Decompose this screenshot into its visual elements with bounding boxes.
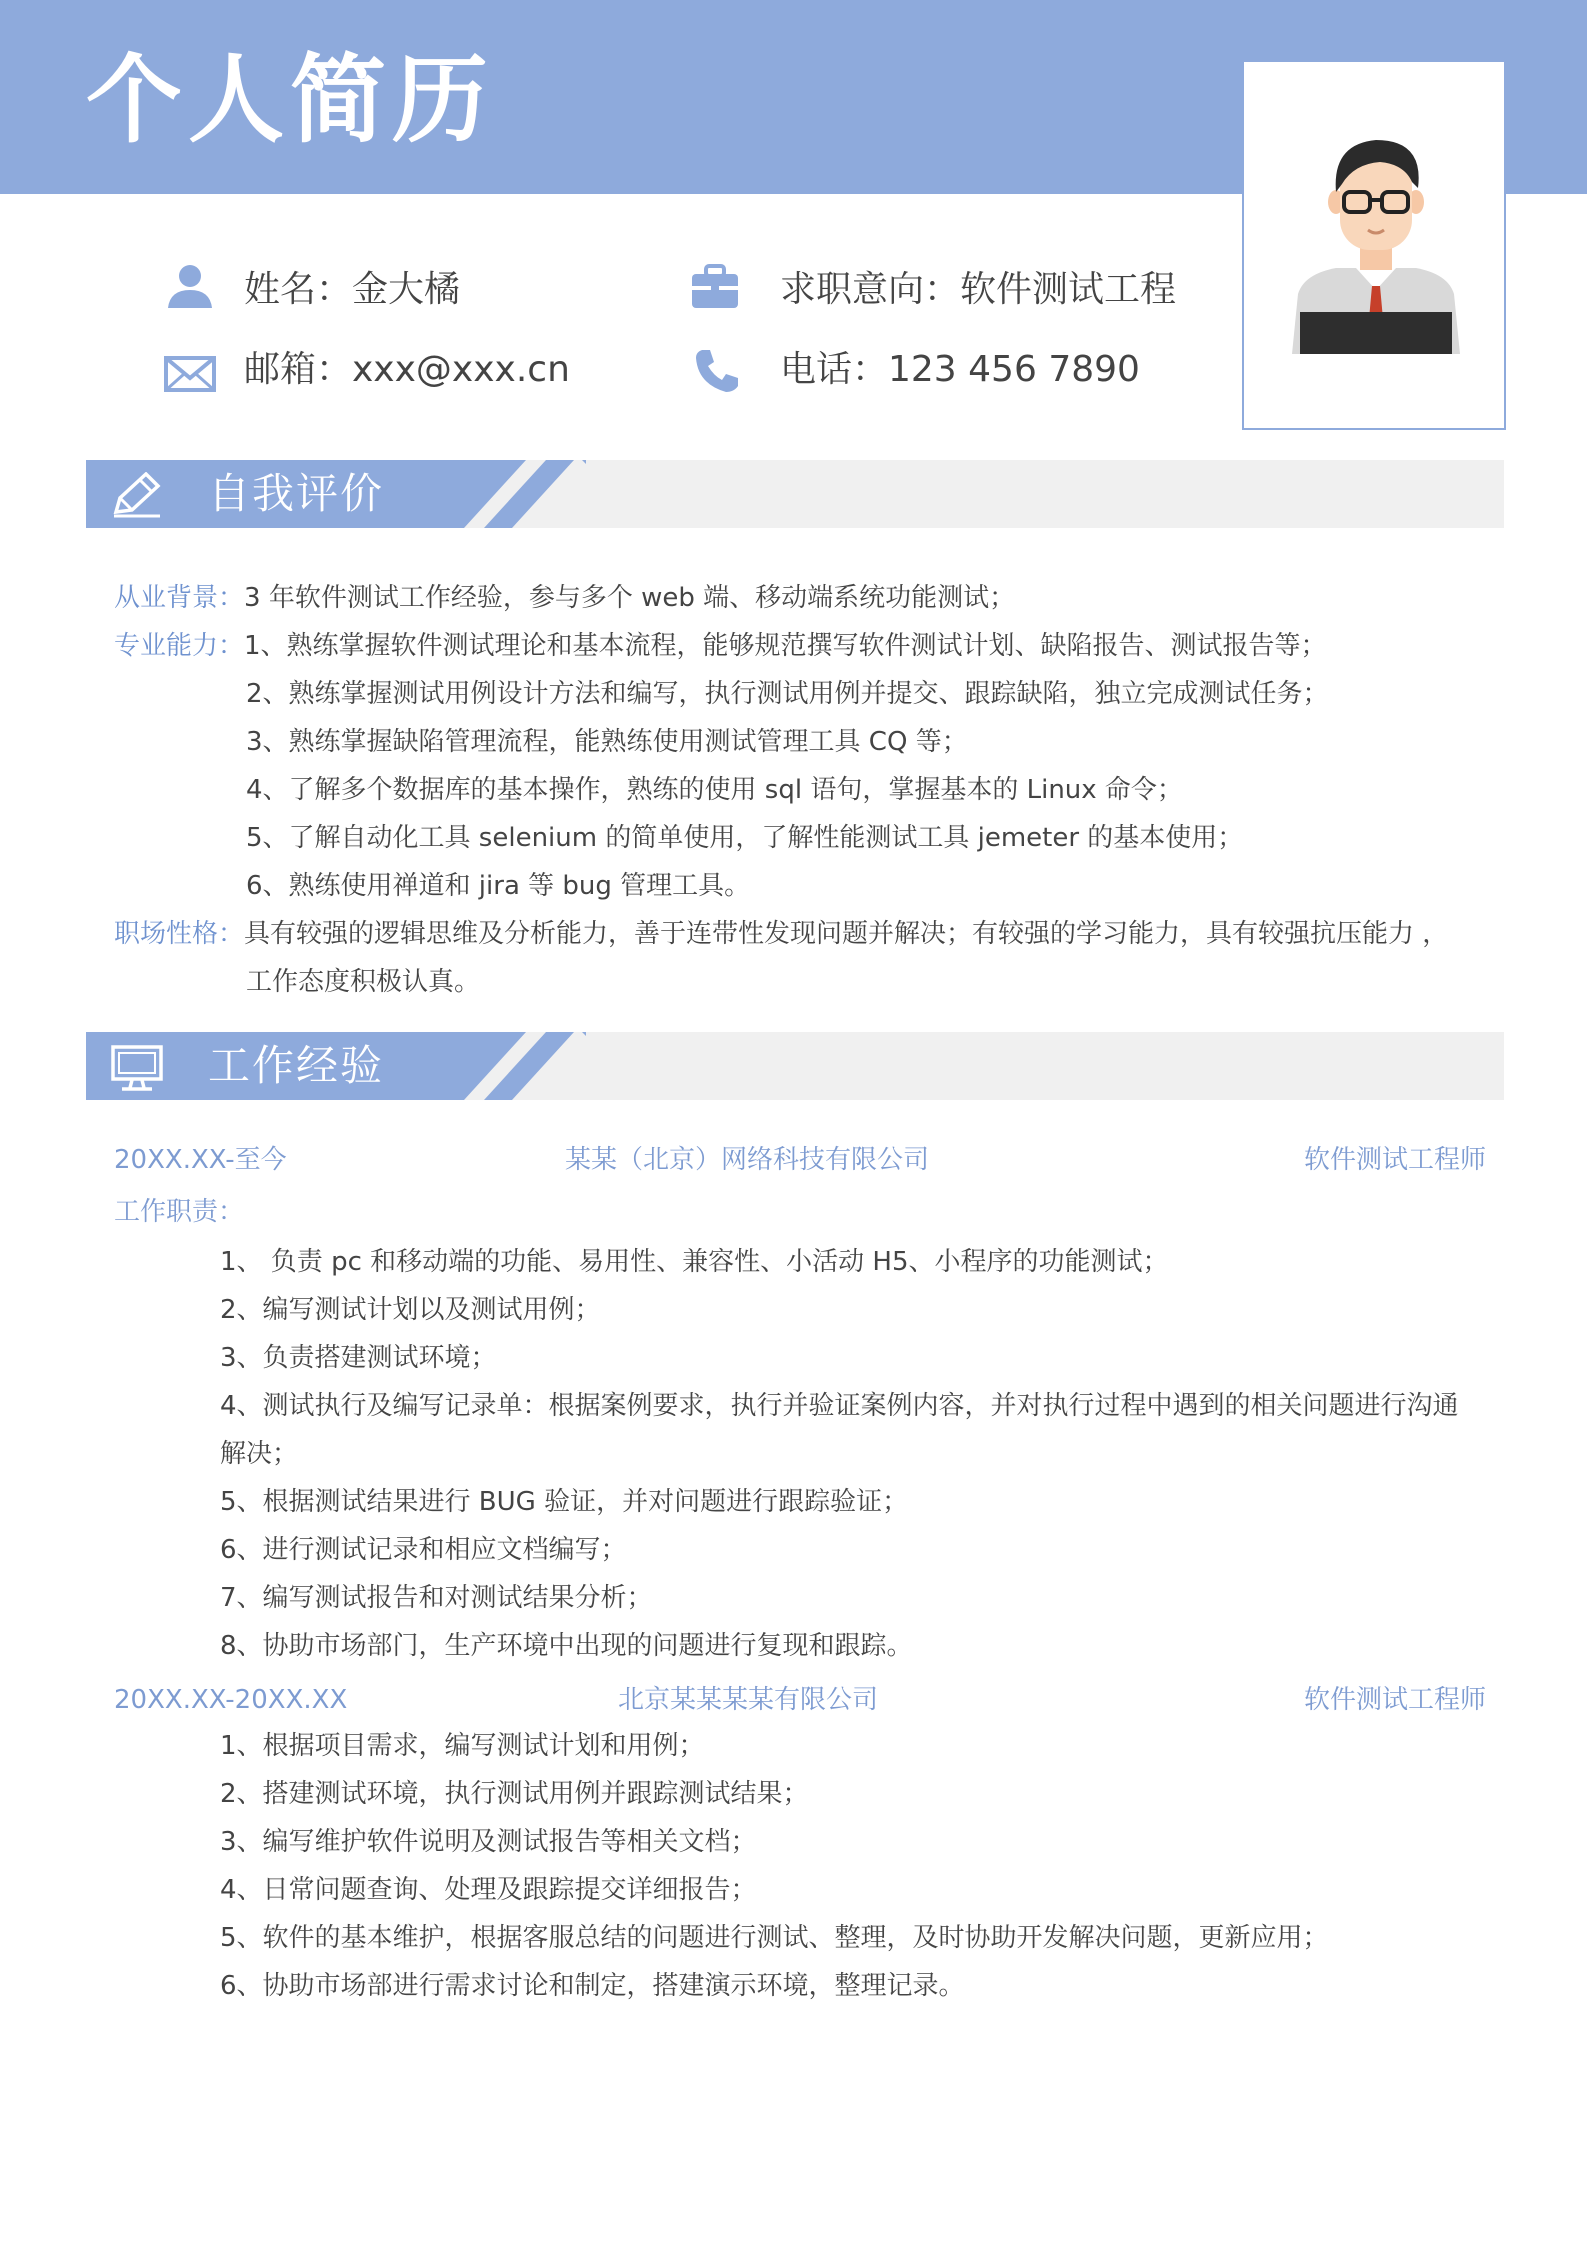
phone-field: 电话：123 456 7890 [780, 349, 1140, 390]
skill-item: 6、熟练使用禅道和 jira 等 bug 管理工具。 [246, 871, 751, 901]
skill-item: 1、熟练掌握软件测试理论和基本流程，能够规范撰写软件测试计划、缺陷报告、测试报告等； [244, 631, 1327, 661]
profile-photo [1242, 60, 1506, 430]
self-eval-title: 自我评价 [208, 469, 385, 518]
job-period: 20XX.XX-20XX.XX [114, 1685, 348, 1715]
skills-label: 专业能力： [114, 631, 245, 661]
job-intent-field: 求职意向：软件测试工程 [780, 269, 1177, 310]
background-text: 3 年软件测试工作经验，参与多个 web 端、移动端系统功能测试； [244, 583, 1016, 613]
job-company: 某某（北京）网络科技有限公司 [565, 1145, 930, 1175]
personality-row [114, 910, 1504, 958]
duty-item: 1、 负责 pc 和移动端的功能、易用性、兼容性、小活动 H5、小程序的功能测试； [220, 1247, 1169, 1277]
duty-item: 7、编写测试报告和对测试结果分析； [220, 1583, 653, 1613]
avatar-illustration [1284, 122, 1468, 354]
job-role: 软件测试工程师 [1303, 1685, 1486, 1715]
duty-item: 4、日常问题查询、处理及跟踪提交详细报告； [220, 1875, 757, 1905]
work-header [86, 1032, 1504, 1100]
personality-label: 职场性格： [114, 919, 245, 949]
name-field: 姓名：金大橘 [244, 269, 461, 310]
person-icon [166, 262, 214, 310]
duty-item: 解决； [220, 1439, 299, 1469]
duty-item: 3、负责搭建测试环境； [220, 1343, 497, 1373]
phone-icon [694, 348, 740, 394]
duty-item: 4、测试执行及编写记录单：根据案例要求，执行并验证案例内容，并对执行过程中遇到的相关问题进行沟通 [220, 1391, 1459, 1421]
briefcase-icon [690, 264, 740, 310]
job-duties-list [220, 1722, 1510, 2010]
pencil-icon [110, 472, 162, 518]
duty-item: 6、进行测试记录和相应文档编写； [220, 1535, 627, 1565]
background-label: 从业背景： [114, 583, 245, 613]
duty-item: 5、根据测试结果进行 BUG 验证，并对问题进行跟踪验证； [220, 1487, 909, 1517]
duty-label: 工作职责： [114, 1197, 245, 1227]
job-duties-list [220, 1238, 1510, 1670]
skills-row [114, 622, 1504, 670]
skill-item: 3、熟练掌握缺陷管理流程，能熟练使用测试管理工具 CQ 等； [246, 727, 968, 757]
personality-text: 具有较强的逻辑思维及分析能力，善于连带性发现问题并解决；有较强的学习能力，具有较强抗压能力 ， [244, 919, 1449, 949]
duty-item: 2、搭建测试环境，执行测试用例并跟踪测试结果； [220, 1779, 809, 1809]
duty-item: 3、编写维护软件说明及测试报告等相关文档； [220, 1827, 757, 1857]
skill-item: 2、熟练掌握测试用例设计方法和编写，执行测试用例并提交、跟踪缺陷，独立完成测试任务； [246, 679, 1329, 709]
duty-item: 8、协助市场部门，生产环境中出现的问题进行复现和跟踪。 [220, 1631, 913, 1661]
personality-text-cont: 工作态度积极认真。 [246, 967, 481, 997]
duty-item: 6、协助市场部进行需求讨论和制定，搭建演示环境，整理记录。 [220, 1971, 965, 2001]
background-row [114, 574, 1504, 622]
skill-item: 5、了解自动化工具 selenium 的简单使用，了解性能测试工具 jemeter 的基本使用； [246, 823, 1244, 853]
job-role: 软件测试工程师 [1303, 1145, 1486, 1175]
skill-item: 4、了解多个数据库的基本操作，熟练的使用 sql 语句，掌握基本的 Linux 命令； [246, 775, 1183, 805]
page-title: 个人简历 [86, 44, 494, 156]
monitor-icon [110, 1044, 164, 1092]
self-eval-header [86, 460, 1504, 528]
work-title: 工作经验 [208, 1041, 385, 1090]
job-period: 20XX.XX-至今 [114, 1145, 287, 1175]
duty-item: 5、软件的基本维护，根据客服总结的问题进行测试、整理，及时协助开发解决问题，更新应用； [220, 1923, 1329, 1953]
self-eval-body [114, 574, 1504, 1006]
email-field: 邮箱：xxx@xxx.cn [244, 349, 570, 390]
job-company: 北京某某某某有限公司 [618, 1685, 879, 1715]
duty-item: 1、根据项目需求，编写测试计划和用例； [220, 1731, 705, 1761]
duty-item: 2、编写测试计划以及测试用例； [220, 1295, 601, 1325]
mail-icon [164, 356, 216, 392]
